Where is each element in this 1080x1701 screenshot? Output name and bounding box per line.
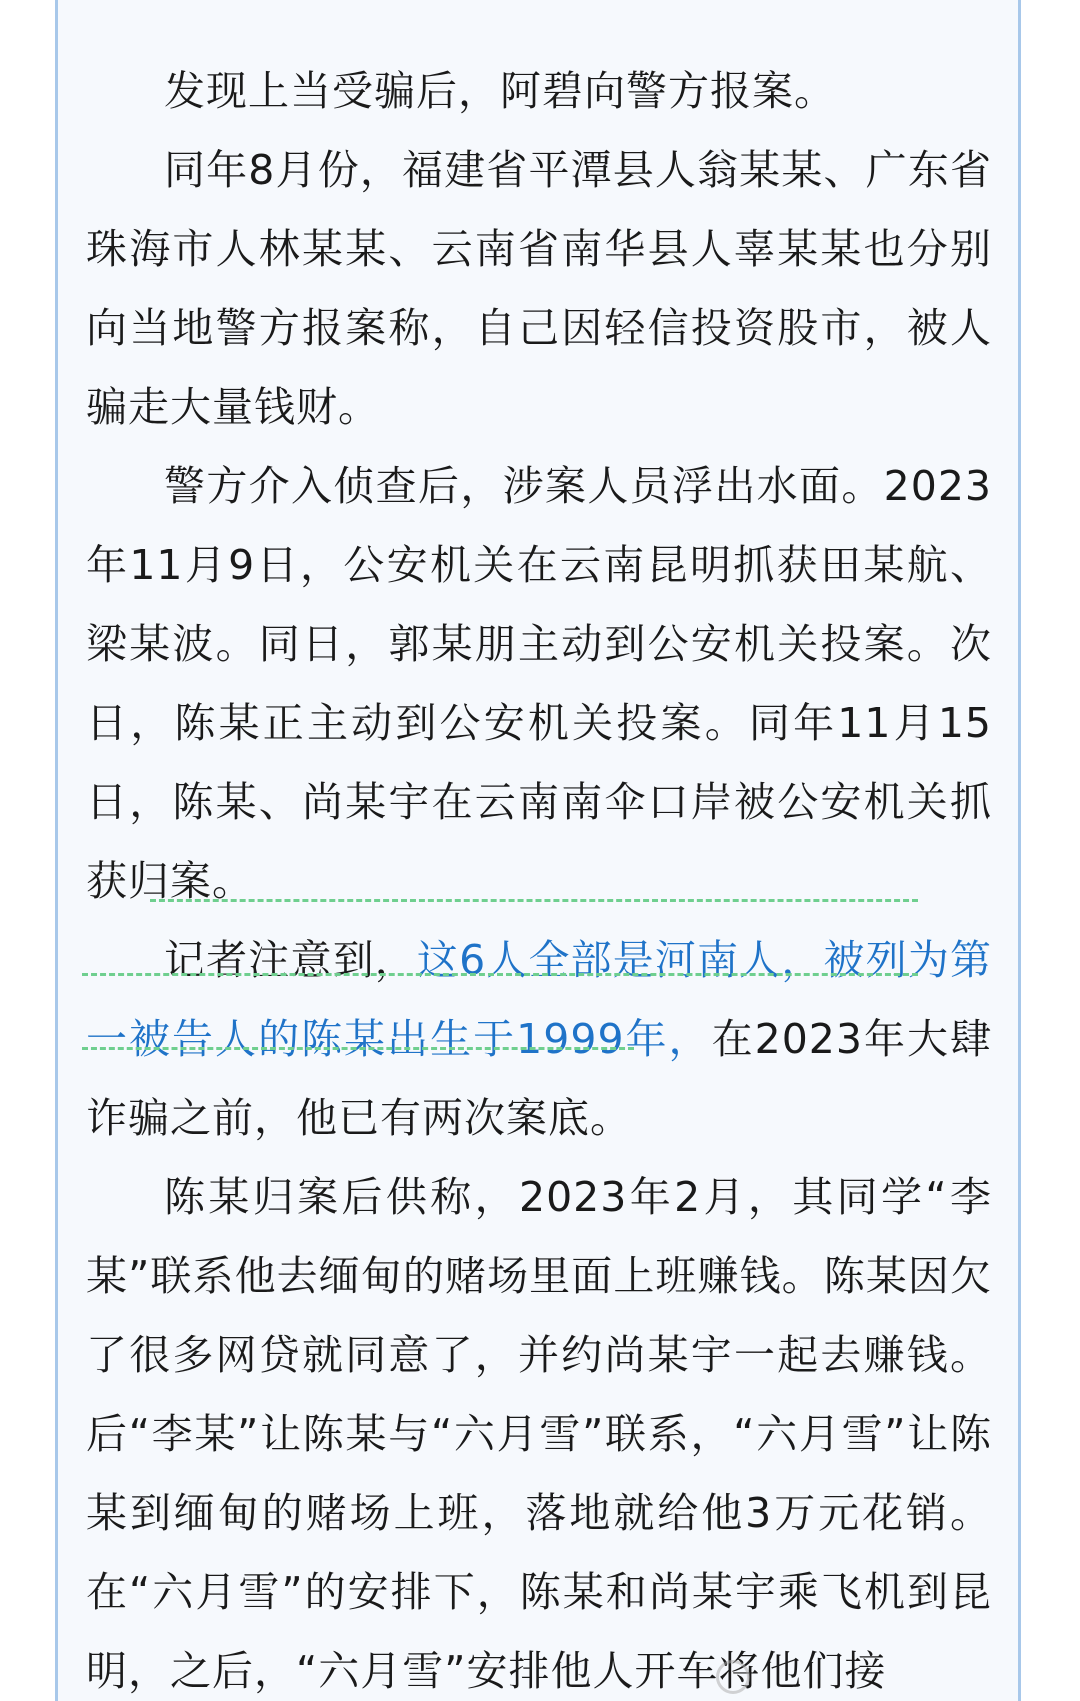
underline-mark-1 <box>150 899 918 902</box>
paragraph-4 <box>86 921 992 1158</box>
paragraph-5: 陈某归案后供称，2023年2月，其同学“李某”联系他去缅甸的赌场里面上班赚钱。陈某因欠了很多网贷就同意了，并约尚某宇一起去赚钱。后“李某”让陈某与“六月雪”联系，“六月雪”让陈某到缅甸的赌场上班，落地就给他3万元花销。在“六月雪”的安排下，陈某和尚某宇乘飞机到昆明，之后，“六月雪”安排他人开车将他们接 <box>86 1173 992 1695</box>
underline-mark-3 <box>82 1047 634 1050</box>
underline-mark-2 <box>82 973 918 976</box>
paragraph-4-tail: 在2023年大肆诈骗之前，他已有两次案底。 <box>86 1015 993 1142</box>
paragraph-4-lead: 记者注意到， <box>164 936 417 984</box>
paragraph-3: 警方介入侦查后，涉案人员浮出水面。2023年11月9日，公安机关在云南昆明抓获田某航、梁某波。同日，郭某朋主动到公安机关投案。次日，陈某正主动到公安机关投案。同年11月15日，陈某、尚某宇在云南南伞口岸被公安机关抓获归案。 <box>86 462 992 905</box>
paragraph-1: 发现上当受骗后，阿碧向警方报案。 <box>164 67 836 115</box>
watermark-logo-icon <box>716 1660 750 1694</box>
highlighted-sentence: 这6人全部是河南人，被列为第一被告人的陈某出生于1999年， <box>86 936 992 1063</box>
article-body <box>86 52 992 1701</box>
paragraph-2: 同年8月份，福建省平潭县人翁某某、广东省珠海市人林某某、云南省南华县人辜某某也分别向当地警方报案称，自己因轻信投资股市，被人骗走大量钱财。 <box>86 146 992 431</box>
